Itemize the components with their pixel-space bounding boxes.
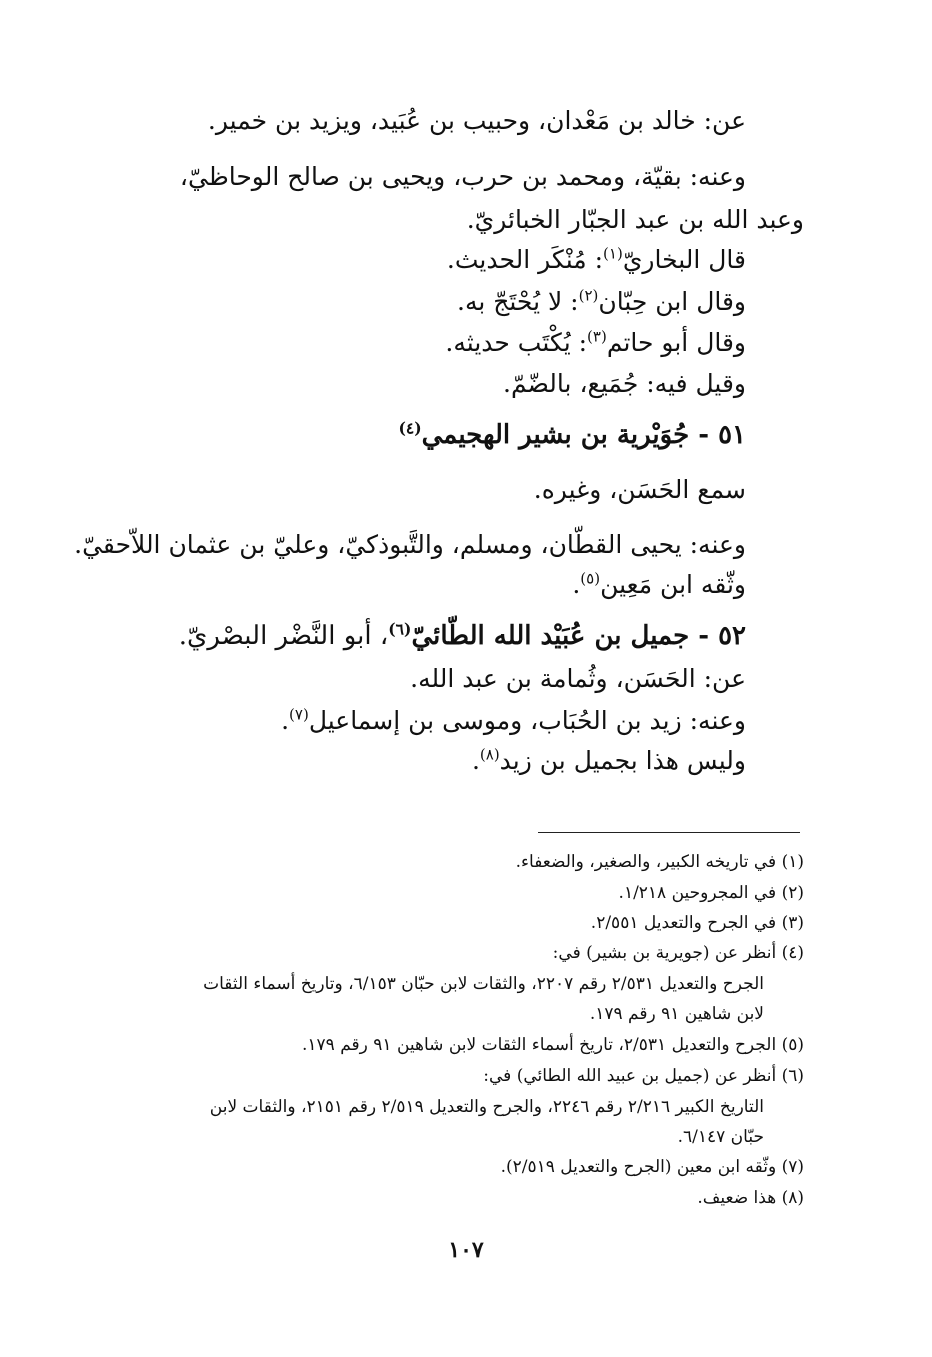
page-number: ١٠٧	[448, 1237, 484, 1263]
text-line: وقال أبو حاتم$^{(٣)}$: يُكْتَب حديثه.	[445, 327, 746, 357]
footnote-ref[interactable]: (٥)	[580, 569, 601, 588]
entry-heading: ٥١ - جُوَيْرية بن بشير الهجيمي$^{(٤)}$	[398, 418, 746, 450]
footnote: (٦) أنظر عن (جميل بن عبيد الله الطائي) في:	[483, 1066, 804, 1086]
footnote-ref[interactable]: (٧)	[289, 705, 309, 724]
footnote-ref[interactable]: (٢)	[578, 286, 599, 305]
footnote: (٤) أنظر عن (جويرية بن بشير) في:	[552, 943, 804, 963]
entry-heading: ٥٢ - جميل بن عُبَيْد الله الطّائيّ$^{(٦)}$، أبو النَّضْر البصْريّ.	[178, 619, 746, 651]
text-line: وعنه: زيد بن الحُبَاب، وموسى بن إسماعيل$^{(٧)}$.	[281, 705, 746, 735]
text-line: وقال ابن حِبّان$^{(٢)}$: لا يُحْتَجّ به.	[457, 286, 746, 316]
footnote-ref[interactable]: (٤)	[398, 418, 422, 438]
footnote-divider	[538, 832, 800, 833]
footnote: (٥) الجرح والتعديل ٢/٥٣١، تاريخ أسماء الثقات لابن شاهين ٩١ رقم ١٧٩.	[302, 1035, 804, 1055]
footnote: (٧) وثّقه ابن معين (الجرح والتعديل ٢/٥١٩).	[500, 1157, 804, 1177]
text-line: وعنه: يحيى القطّان، ومسلم، والتَّبوذكيّ، وعليّ بن عثمان اللاّحقيّ.	[74, 530, 746, 559]
text-line: وعبد الله بن عبد الجبّار الخبائريّ.	[466, 205, 804, 234]
text-line: قال البخاريّ$^{(١)}$: مُنْكَر الحديث.	[446, 244, 746, 274]
footnote-continuation: التاريخ الكبير ٢/٢١٦ رقم ٢٢٤٦، والجرح والتعديل ٢/٥١٩ رقم ٢١٥١، والثقات لابن	[209, 1097, 764, 1117]
footnote-ref[interactable]: (٣)	[587, 327, 607, 346]
text-line: عن: خالد بن مَعْدان، وحبيب بن عُبَيد، ويزيد بن خمير.	[207, 106, 746, 135]
footnote-ref[interactable]: (١)	[603, 244, 623, 263]
footnote: (٢) في المجروحين ١/٢١٨.	[618, 883, 804, 903]
text-line: وليس هذا بجميل بن زيد$^{(٨)}$.	[471, 745, 746, 775]
footnote: (٨) هذا ضعيف.	[697, 1188, 804, 1208]
footnote-continuation: الجرح والتعديل ٢/٥٣١ رقم ٢٢٠٧، والثقات لابن حبّان ٦/١٥٣، وتاريخ أسماء الثقات	[203, 974, 764, 994]
text-line: عن: الحَسَن، وثُمامة بن عبد الله.	[410, 664, 746, 693]
text-line: وثّقه ابن مَعِين$^{(٥)}$.	[572, 569, 746, 599]
footnote-ref[interactable]: (٦)	[388, 619, 412, 639]
footnote: (٣) في الجرح والتعديل ٢/٥٥١.	[590, 913, 804, 933]
footnote-ref[interactable]: (٨)	[479, 745, 500, 764]
text-line: وعنه: بقيّة، ومحمد بن حرب، ويحيى بن صالح الوحاظيّ،	[179, 162, 746, 191]
footnote-continuation: لابن شاهين ٩١ رقم ١٧٩.	[589, 1004, 764, 1024]
footnote-continuation: حبّان ٦/١٤٧.	[677, 1127, 764, 1147]
footnote: (١) في تاريخه الكبير، والصغير، والضعفاء.	[515, 852, 804, 872]
text-line: وقيل فيه: جُمَيع، بالضّمّ.	[503, 369, 746, 398]
text-line: سمع الحَسَن، وغيره.	[533, 475, 746, 504]
